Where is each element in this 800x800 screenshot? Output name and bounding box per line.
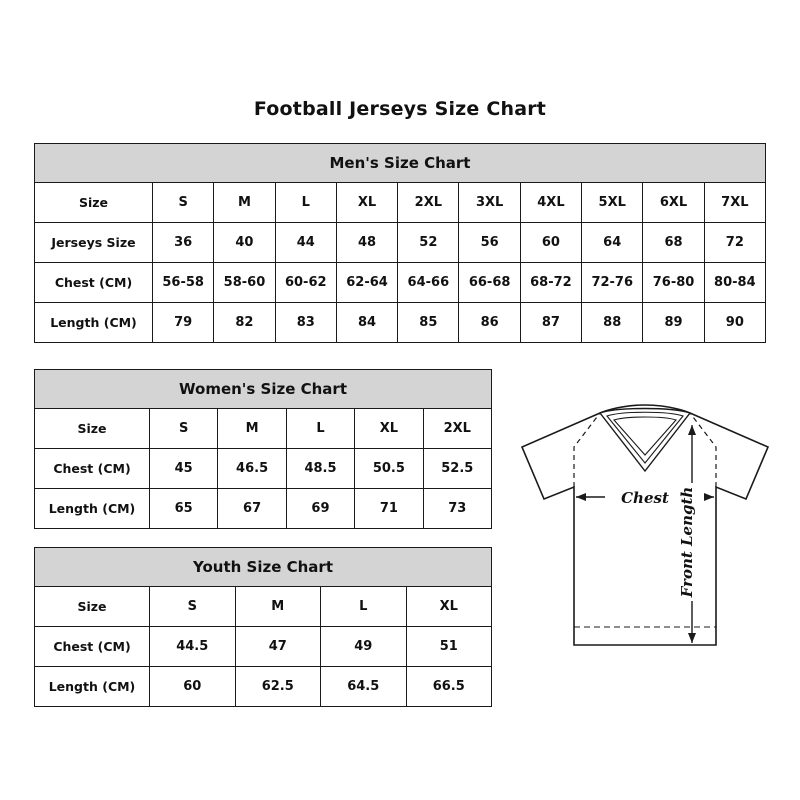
table-cell: 52 bbox=[398, 223, 459, 263]
table-cell: 44.5 bbox=[150, 627, 236, 667]
mens-size-table bbox=[34, 143, 766, 343]
table-cell: 68-72 bbox=[520, 263, 581, 303]
table-cell: 36 bbox=[153, 223, 214, 263]
table-cell: 45 bbox=[150, 449, 218, 489]
table-cell: XL bbox=[355, 409, 423, 449]
youth-table-caption: Youth Size Chart bbox=[35, 548, 492, 587]
table-cell: 56 bbox=[459, 223, 520, 263]
table-cell: 72-76 bbox=[582, 263, 643, 303]
table-cell: 51 bbox=[406, 627, 492, 667]
table-cell: 60 bbox=[520, 223, 581, 263]
table-cell: 44 bbox=[275, 223, 336, 263]
table-cell: 2XL bbox=[398, 183, 459, 223]
table-cell: 68 bbox=[643, 223, 704, 263]
table-cell: 64.5 bbox=[321, 667, 407, 707]
table-cell: 76-80 bbox=[643, 263, 704, 303]
table-cell: 58-60 bbox=[214, 263, 275, 303]
table-cell: M bbox=[214, 183, 275, 223]
table-cell: 56-58 bbox=[153, 263, 214, 303]
mens-size-chart-section bbox=[34, 143, 766, 343]
table-cell: 66.5 bbox=[406, 667, 492, 707]
table-cell: XL bbox=[406, 587, 492, 627]
table-cell: 2XL bbox=[423, 409, 491, 449]
table-cell: L bbox=[275, 183, 336, 223]
table-cell: 4XL bbox=[520, 183, 581, 223]
table-cell: 48.5 bbox=[286, 449, 354, 489]
table-cell: 3XL bbox=[459, 183, 520, 223]
table-cell: 65 bbox=[150, 489, 218, 529]
table-row bbox=[35, 667, 492, 707]
t-shirt-measurement-diagram bbox=[500, 395, 790, 685]
table-cell: 47 bbox=[235, 627, 321, 667]
table-cell: S bbox=[150, 587, 236, 627]
table-cell: 88 bbox=[582, 303, 643, 343]
table-cell: 7XL bbox=[704, 183, 765, 223]
youth-size-chart-section bbox=[34, 547, 492, 707]
table-row bbox=[35, 263, 766, 303]
table-cell: 67 bbox=[218, 489, 286, 529]
table-cell: 73 bbox=[423, 489, 491, 529]
table-cell: 60-62 bbox=[275, 263, 336, 303]
table-caption-row bbox=[35, 144, 766, 183]
table-cell: 90 bbox=[704, 303, 765, 343]
table-cell: 80-84 bbox=[704, 263, 765, 303]
table-cell: 50.5 bbox=[355, 449, 423, 489]
table-cell: 66-68 bbox=[459, 263, 520, 303]
row-label: Chest (CM) bbox=[35, 263, 153, 303]
table-cell: 64 bbox=[582, 223, 643, 263]
table-cell: 6XL bbox=[643, 183, 704, 223]
row-label: Chest (CM) bbox=[35, 627, 150, 667]
row-label: Size bbox=[35, 409, 150, 449]
row-label: Size bbox=[35, 183, 153, 223]
womens-size-chart-section bbox=[34, 369, 492, 529]
table-row bbox=[35, 409, 492, 449]
table-cell: M bbox=[218, 409, 286, 449]
youth-size-table bbox=[34, 547, 492, 707]
table-caption-row bbox=[35, 548, 492, 587]
table-cell: 49 bbox=[321, 627, 407, 667]
table-row bbox=[35, 627, 492, 667]
row-label: Length (CM) bbox=[35, 667, 150, 707]
table-row bbox=[35, 183, 766, 223]
table-cell: 86 bbox=[459, 303, 520, 343]
table-cell: 46.5 bbox=[218, 449, 286, 489]
table-cell: 52.5 bbox=[423, 449, 491, 489]
page-title: Football Jerseys Size Chart bbox=[253, 98, 547, 120]
table-cell: 84 bbox=[336, 303, 397, 343]
chest-label: Chest bbox=[621, 489, 669, 507]
row-label: Chest (CM) bbox=[35, 449, 150, 489]
table-caption-row bbox=[35, 370, 492, 409]
table-cell: 48 bbox=[336, 223, 397, 263]
table-cell: XL bbox=[336, 183, 397, 223]
table-cell: 71 bbox=[355, 489, 423, 529]
table-row bbox=[35, 449, 492, 489]
table-cell: 60 bbox=[150, 667, 236, 707]
womens-table-caption: Women's Size Chart bbox=[35, 370, 492, 409]
table-cell: L bbox=[321, 587, 407, 627]
table-cell: 72 bbox=[704, 223, 765, 263]
table-cell: M bbox=[235, 587, 321, 627]
table-cell: L bbox=[286, 409, 354, 449]
table-cell: 87 bbox=[520, 303, 581, 343]
table-cell: 62-64 bbox=[336, 263, 397, 303]
table-cell: 85 bbox=[398, 303, 459, 343]
front-length-label: Front Length bbox=[678, 486, 696, 598]
table-row bbox=[35, 303, 766, 343]
table-cell: 5XL bbox=[582, 183, 643, 223]
table-cell: 82 bbox=[214, 303, 275, 343]
row-label: Length (CM) bbox=[35, 303, 153, 343]
row-label: Jerseys Size bbox=[35, 223, 153, 263]
table-cell: 64-66 bbox=[398, 263, 459, 303]
table-cell: 62.5 bbox=[235, 667, 321, 707]
table-row bbox=[35, 489, 492, 529]
table-cell: 79 bbox=[153, 303, 214, 343]
table-cell: S bbox=[153, 183, 214, 223]
table-cell: 40 bbox=[214, 223, 275, 263]
table-cell: S bbox=[150, 409, 218, 449]
table-row bbox=[35, 223, 766, 263]
table-cell: 83 bbox=[275, 303, 336, 343]
womens-size-table bbox=[34, 369, 492, 529]
mens-table-caption: Men's Size Chart bbox=[35, 144, 766, 183]
table-cell: 89 bbox=[643, 303, 704, 343]
row-label: Length (CM) bbox=[35, 489, 150, 529]
table-cell: 69 bbox=[286, 489, 354, 529]
table-row bbox=[35, 587, 492, 627]
row-label: Size bbox=[35, 587, 150, 627]
